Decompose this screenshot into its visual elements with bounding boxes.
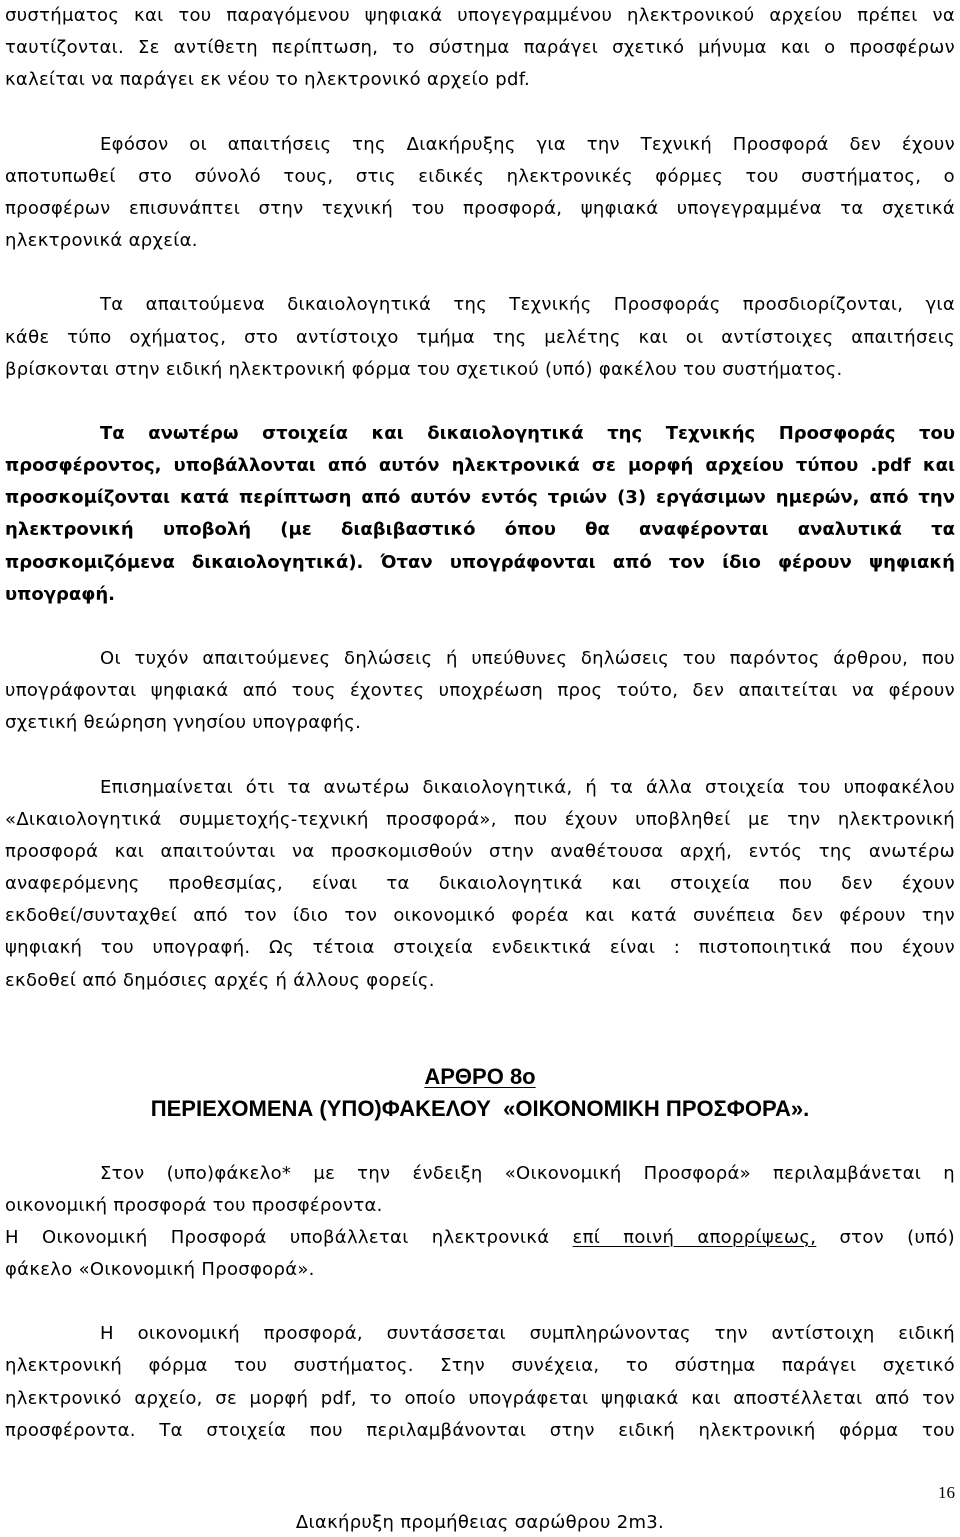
- text-line: ψηφιακή του υπογραφή. Ως τέτοια στοιχεία ενδεικτικά είναι : πιστοποιητικά που έχουν: [5, 937, 955, 959]
- paragraph-composition: [5, 1318, 955, 1447]
- underlined-phrase: επί ποινή απορρίψεως,: [572, 1226, 817, 1248]
- article-number: ΑΡΘΡΟ 8ο: [424, 1064, 536, 1090]
- paragraph-submission-terms: [5, 418, 955, 611]
- article-heading-block: [5, 1061, 955, 1125]
- text-line: ηλεκτρονική υποβολή (με διαβιβαστικό όπου θα αναφέρονται αναλυτικά τα: [5, 519, 955, 541]
- text-line: προσκομίζονται κατά περίπτωση από αυτόν εντός τριών (3) εργάσιμων ημερών, από την: [5, 487, 955, 509]
- text-line: υπογραφή.: [5, 583, 116, 605]
- text-line: ηλεκτρονικά αρχεία.: [5, 230, 198, 252]
- text-line: βρίσκονται στην ειδική ηλεκτρονική φόρμα του σχετικού (υπό) φακέλου του συστήματος.: [5, 358, 843, 380]
- paragraph-declarations: [5, 643, 955, 739]
- paragraph-envelope-contents: [5, 1158, 955, 1222]
- page-number: 16: [938, 1483, 955, 1502]
- text-segment: Η Οικονομική Προσφορά υποβάλλεται ηλεκτρονικά: [5, 1226, 573, 1248]
- text-line: Τα απαιτούμενα δικαιολογητικά της Τεχνικής Προσφοράς προσδιορίζονται, για: [100, 294, 955, 316]
- text-line: σχετική θεώρηση γνησίου υπογραφής.: [5, 712, 362, 734]
- text-line: συστήματος και του παραγόμενου ψηφιακά υπογεγραμμένου ηλεκτρονικού αρχείου πρέπει να: [5, 5, 955, 26]
- text-line: εκδοθεί/συνταχθεί από τον ίδιο τον οικονομικό φορέα και κατά συνέπεια δεν φέρουν την: [5, 905, 955, 927]
- text-line: προσφέροντος, υποβάλλονται από αυτόν ηλεκτρονικά σε μορφή αρχείου τύπου .pdf και: [5, 455, 955, 477]
- text-line: ηλεκτρονική φόρμα του συστήματος. Στην συνέχεια, το σύστημα παράγει σχετικό: [5, 1355, 955, 1377]
- text-line: φάκελο «Οικονομική Προσφορά».: [5, 1258, 315, 1280]
- text-line: Οι τυχόν απαιτούμενες δηλώσεις ή υπεύθυνες δηλώσεις του παρόντος άρθρου, που: [100, 648, 955, 670]
- text-line: [5, 1222, 955, 1254]
- text-line: Τα ανωτέρω στοιχεία και δικαιολογητικά της Τεχνικής Προσφοράς του: [100, 422, 955, 444]
- text-line: αποτυπωθεί στο σύνολό τους, στις ειδικές ηλεκτρονικές φόρμες του συστήματος, ο: [5, 165, 955, 187]
- text-line: υπογράφονται ψηφιακά από τους έχοντες υποχρέωση προς τούτο, δεν απαιτείται να φέρουν: [5, 680, 955, 702]
- text-line: αναφερόμενης προθεσμίας, είναι τα δικαιολογητικά και στοιχεία που δεν έχουν: [5, 873, 955, 895]
- text-line: προσφέροντα. Τα στοιχεία που περιλαμβάνονται στην ειδική ηλεκτρονική φόρμα του: [5, 1419, 955, 1441]
- paragraph-submission: [5, 1222, 955, 1286]
- article-title: ΠΕΡΙΕΧΟΜΕΝΑ (ΥΠΟ)ΦΑΚΕΛΟΥ «ΟΙΚΟΝΟΜΙΚΗ ΠΡΟΣΦΟΡΑ».: [150, 1096, 810, 1122]
- text-line: ηλεκτρονικό αρχείο, σε μορφή pdf, το οποίο υπογράφεται ψηφιακά και αποστέλλεται από τον: [5, 1387, 955, 1409]
- text-line: προσκομιζόμενα δικαιολογητικά). Όταν υπογράφονται από τον ίδιο φέρουν ψηφιακή: [5, 551, 955, 573]
- page-footer: Διακήρυξη προμήθειας σαρώθρου 2m3.: [295, 1512, 665, 1533]
- text-line: Επισημαίνεται ότι τα ανωτέρω δικαιολογητικά, ή τα άλλα στοιχεία του υποφακέλου: [100, 776, 955, 798]
- paragraph-notice: [5, 772, 955, 997]
- text-line: Στον (υπο)φάκελο* με την ένδειξη «Οικονομική Προσφορά» περιλαμβάνεται η: [100, 1162, 955, 1184]
- text-line: προσφορά και απαιτούνται να προσκομισθούν στην αναθέτουσα αρχή, εντός της ανωτέρω: [5, 840, 955, 862]
- text-line: κάθε τύπο οχήματος, στο αντίστοιχο τμήμα της μελέτης και οι αντίστοιχες απαιτήσεις: [5, 326, 955, 348]
- text-line: ταυτίζονται. Σε αντίθετη περίπτωση, το σύστημα παράγει σχετικό μήνυμα και ο προσφέρων: [5, 37, 955, 59]
- document-body: [5, 0, 955, 1447]
- paragraph-required-documents: [5, 289, 955, 385]
- text-line: καλείται να παράγει εκ νέου το ηλεκτρονικό αρχείο pdf.: [5, 69, 531, 91]
- text-line: «Δικαιολογητικά συμμετοχής-τεχνική προσφορά», που έχουν υποβληθεί με την ηλεκτρονική: [5, 808, 955, 830]
- paragraph-continuation: [5, 0, 955, 96]
- article-heading-line: [5, 1061, 955, 1093]
- text-line: Η οικονομική προσφορά, συντάσσεται συμπληρώνοντας την αντίστοιχη ειδική: [100, 1323, 955, 1345]
- text-line: προσφέρων επισυνάπτει στην τεχνική του προσφορά, ψηφιακά υπογεγραμμένα τα σχετικά: [5, 197, 955, 219]
- text-segment: στον (υπό): [816, 1226, 955, 1248]
- paragraph-technical-attachments: [5, 129, 955, 258]
- text-line: οικονομική προσφορά του προσφέροντα.: [5, 1194, 383, 1216]
- text-line: Εφόσον οι απαιτήσεις της Διακήρυξης για την Τεχνική Προσφορά δεν έχουν: [100, 133, 955, 155]
- text-line: εκδοθεί από δημόσιες αρχές ή άλλους φορείς.: [5, 969, 435, 991]
